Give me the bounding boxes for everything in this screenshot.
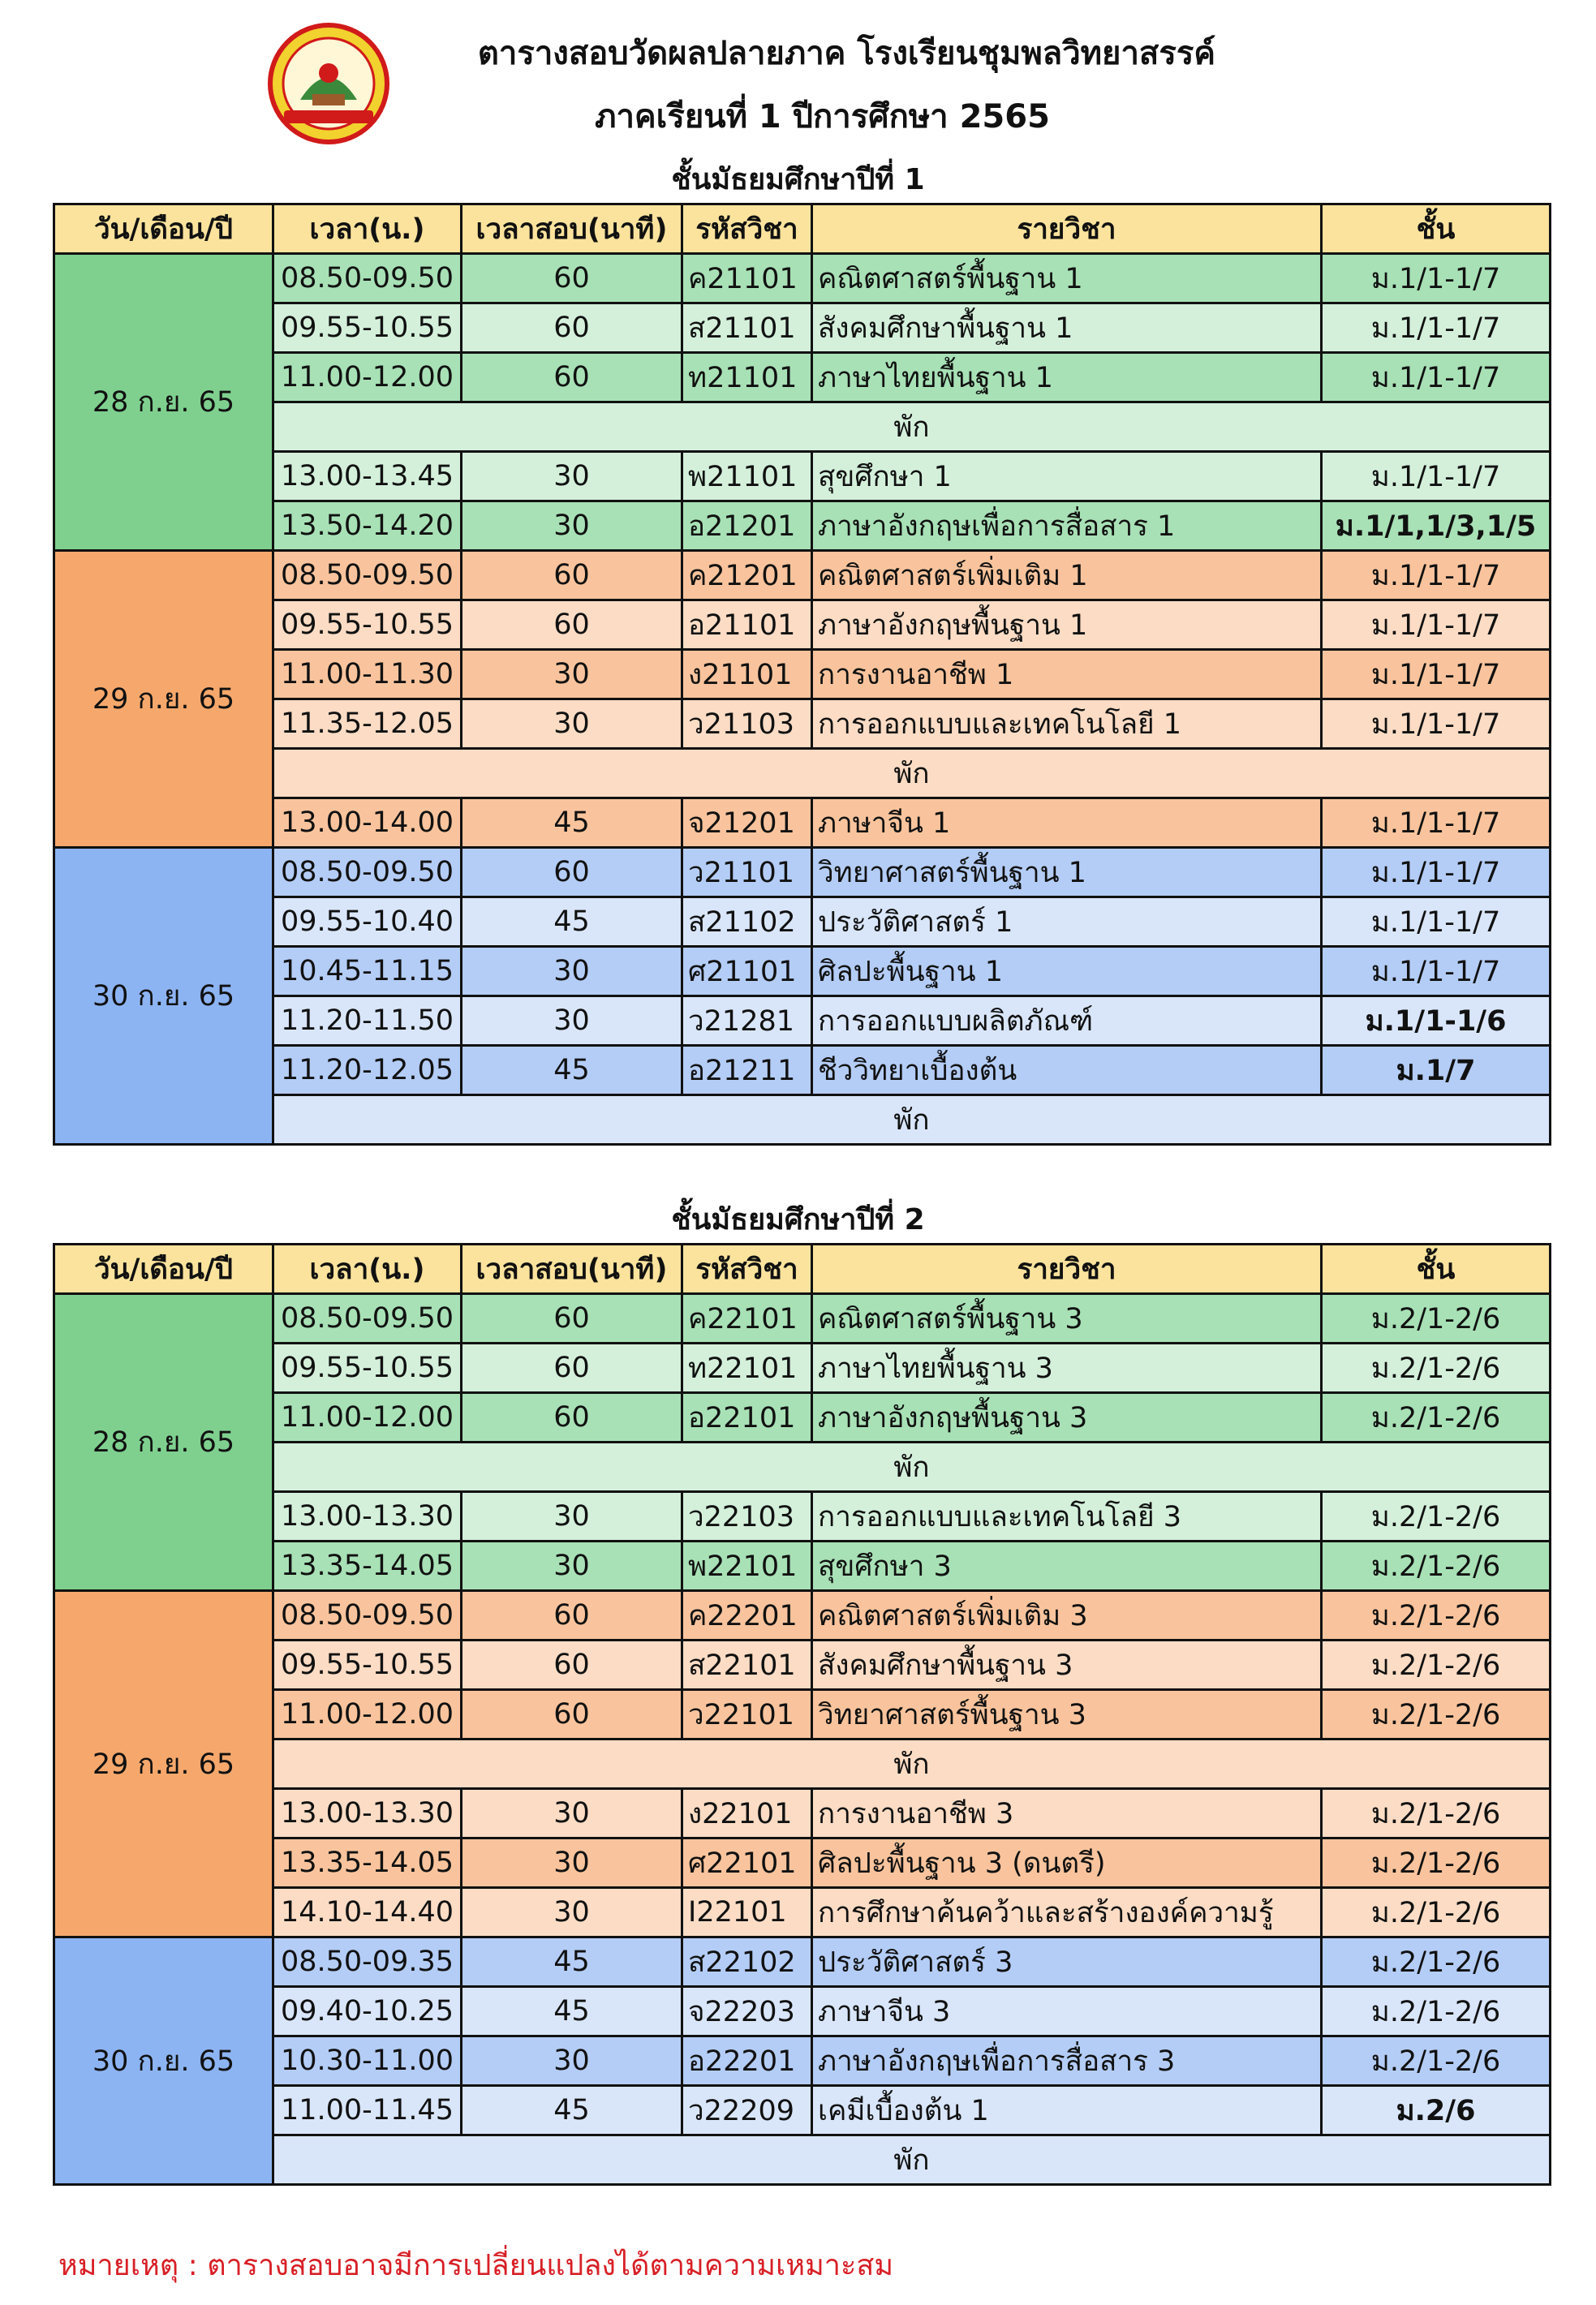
- exam-duration: 45: [462, 897, 682, 947]
- subject-code: ค22101: [682, 1294, 812, 1344]
- subject-code: ว22101: [682, 1690, 812, 1740]
- subject-name: การออกแบบผลิตภัณฑ์: [812, 996, 1322, 1046]
- class-level: ม.1/1-1/6: [1322, 996, 1551, 1046]
- class-level: ม.1/1-1/7: [1322, 303, 1551, 353]
- subject-code: ศ21101: [682, 947, 812, 996]
- table-row: [54, 1542, 1551, 1591]
- subject-code: ศ22101: [682, 1838, 812, 1888]
- table-row: [54, 1690, 1551, 1740]
- exam-duration: 45: [462, 798, 682, 848]
- exam-duration: 45: [462, 1937, 682, 1987]
- class-level: ม.1/1-1/7: [1322, 699, 1551, 749]
- exam-date: 28 ก.ย. 65: [54, 254, 273, 551]
- class-level: ม.2/1-2/6: [1322, 1641, 1551, 1690]
- class-level: ม.2/1-2/6: [1322, 1591, 1551, 1641]
- exam-duration: 45: [462, 1046, 682, 1095]
- class-level: ม.1/1-1/7: [1322, 947, 1551, 996]
- subject-code: ค21101: [682, 254, 812, 303]
- exam-time: 09.55-10.40: [273, 897, 462, 947]
- exam-duration: 30: [462, 452, 682, 501]
- table-row: [54, 254, 1551, 303]
- exam-time: 08.50-09.50: [273, 848, 462, 897]
- exam-date: 29 ก.ย. 65: [54, 551, 273, 848]
- exam-time: 11.00-12.00: [273, 1690, 462, 1740]
- exam-time: 09.55-10.55: [273, 303, 462, 353]
- subject-name: ประวัติศาสตร์ 3: [812, 1937, 1322, 1987]
- exam-time: 13.50-14.20: [273, 501, 462, 551]
- class-level: ม.2/1-2/6: [1322, 1937, 1551, 1987]
- subject-code: ว21103: [682, 699, 812, 749]
- table-row: [54, 897, 1551, 947]
- class-level: ม.2/1-2/6: [1322, 1294, 1551, 1344]
- exam-date: 29 ก.ย. 65: [54, 1591, 273, 1937]
- table-row: [54, 1937, 1551, 1987]
- class-level: ม.1/1-1/7: [1322, 353, 1551, 402]
- subject-name: การศึกษาค้นคว้าและสร้างองค์ความรู้: [812, 1888, 1322, 1937]
- column-header: ชั้น: [1322, 204, 1551, 254]
- subject-code: จ21201: [682, 798, 812, 848]
- subject-code: อ21201: [682, 501, 812, 551]
- table-row: [54, 1591, 1551, 1641]
- table-row: [54, 2036, 1551, 2086]
- section-title-m1: ชั้นมัธยมศึกษาปีที่ 1: [671, 163, 925, 196]
- subject-name: สังคมศึกษาพื้นฐาน 1: [812, 303, 1322, 353]
- exam-duration: 60: [462, 551, 682, 600]
- class-level: ม.1/1-1/7: [1322, 897, 1551, 947]
- exam-time: 11.00-12.00: [273, 1393, 462, 1443]
- exam-duration: 30: [462, 2036, 682, 2086]
- exam-time: 09.55-10.55: [273, 1641, 462, 1690]
- table-row: [54, 452, 1551, 501]
- exam-time: 08.50-09.50: [273, 254, 462, 303]
- table-row: [54, 1344, 1551, 1393]
- subject-code: ส21102: [682, 897, 812, 947]
- class-level: ม.2/1-2/6: [1322, 1888, 1551, 1937]
- subject-code: ง22101: [682, 1789, 812, 1838]
- subject-code: ว21101: [682, 848, 812, 897]
- break-row: [54, 749, 1551, 798]
- subject-code: ค22201: [682, 1591, 812, 1641]
- exam-duration: 30: [462, 1789, 682, 1838]
- exam-time: 14.10-14.40: [273, 1888, 462, 1937]
- table-row: [54, 353, 1551, 402]
- subject-name: สังคมศึกษาพื้นฐาน 3: [812, 1641, 1322, 1690]
- exam-time: 10.45-11.15: [273, 947, 462, 996]
- exam-time: 11.00-11.30: [273, 650, 462, 699]
- exam-time: 13.35-14.05: [273, 1542, 462, 1591]
- exam-duration: 60: [462, 303, 682, 353]
- class-level: ม.1/1-1/7: [1322, 600, 1551, 650]
- break-label: พัก: [273, 749, 1551, 798]
- exam-date: 30 ก.ย. 65: [54, 848, 273, 1145]
- subject-name: การออกแบบและเทคโนโลยี 3: [812, 1492, 1322, 1542]
- break-row: [54, 1095, 1551, 1145]
- subject-code: พ21101: [682, 452, 812, 501]
- exam-duration: 30: [462, 650, 682, 699]
- break-row: [54, 2135, 1551, 2185]
- page-title: ตารางสอบวัดผลปลายภาค โรงเรียนชุมพลวิทยาสรรค์: [477, 35, 1216, 72]
- exam-time: 11.00-11.45: [273, 2086, 462, 2135]
- exam-duration: 30: [462, 1838, 682, 1888]
- exam-duration: 60: [462, 1393, 682, 1443]
- exam-time: 13.00-14.00: [273, 798, 462, 848]
- class-level: ม.2/1-2/6: [1322, 1987, 1551, 2036]
- subject-code: ง21101: [682, 650, 812, 699]
- subject-name: คณิตศาสตร์เพิ่มเติม 1: [812, 551, 1322, 600]
- exam-duration: 30: [462, 947, 682, 996]
- subject-name: สุขศึกษา 1: [812, 452, 1322, 501]
- section-title-m2: ชั้นมัธยมศึกษาปีที่ 2: [671, 1203, 925, 1236]
- subject-name: ภาษาอังกฤษพื้นฐาน 3: [812, 1393, 1322, 1443]
- table-row: [54, 1838, 1551, 1888]
- subject-name: ชีววิทยาเบื้องต้น: [812, 1046, 1322, 1095]
- class-level: ม.2/1-2/6: [1322, 1492, 1551, 1542]
- class-level: ม.2/1-2/6: [1322, 1393, 1551, 1443]
- column-header: วัน/เดือน/ปี: [54, 1245, 273, 1294]
- table-row: [54, 699, 1551, 749]
- table-row: [54, 1046, 1551, 1095]
- subject-code: ส21101: [682, 303, 812, 353]
- class-level: ม.2/1-2/6: [1322, 1838, 1551, 1888]
- table-header-row: [54, 204, 1551, 254]
- table-row: [54, 650, 1551, 699]
- exam-duration: 60: [462, 1344, 682, 1393]
- subject-name: คณิตศาสตร์เพิ่มเติม 3: [812, 1591, 1322, 1641]
- exam-duration: 30: [462, 1888, 682, 1937]
- exam-time: 08.50-09.50: [273, 551, 462, 600]
- exam-table-m1: [53, 203, 1551, 1146]
- subject-name: ศิลปะพื้นฐาน 3 (ดนตรี): [812, 1838, 1322, 1888]
- exam-duration: 30: [462, 996, 682, 1046]
- subject-name: คณิตศาสตร์พื้นฐาน 3: [812, 1294, 1322, 1344]
- subject-name: การงานอาชีพ 1: [812, 650, 1322, 699]
- column-header: วัน/เดือน/ปี: [54, 204, 273, 254]
- class-level: ม.1/1-1/7: [1322, 452, 1551, 501]
- subject-name: ภาษาจีน 1: [812, 798, 1322, 848]
- subject-name: ศิลปะพื้นฐาน 1: [812, 947, 1322, 996]
- subject-name: การงานอาชีพ 3: [812, 1789, 1322, 1838]
- subject-name: ภาษาไทยพื้นฐาน 1: [812, 353, 1322, 402]
- break-label: พัก: [273, 2135, 1551, 2185]
- class-level: ม.1/7: [1322, 1046, 1551, 1095]
- class-level: ม.2/6: [1322, 2086, 1551, 2135]
- column-header: เวลา(น.): [273, 1245, 462, 1294]
- exam-duration: 45: [462, 2086, 682, 2135]
- table-row: [54, 501, 1551, 551]
- exam-duration: 45: [462, 1987, 682, 2036]
- exam-date: 28 ก.ย. 65: [54, 1294, 273, 1591]
- table-row: [54, 798, 1551, 848]
- subject-code: พ22101: [682, 1542, 812, 1591]
- table-row: [54, 303, 1551, 353]
- table-row: [54, 947, 1551, 996]
- exam-time: 13.00-13.45: [273, 452, 462, 501]
- class-level: ม.2/1-2/6: [1322, 1690, 1551, 1740]
- subject-code: ท22101: [682, 1344, 812, 1393]
- exam-time: 10.30-11.00: [273, 2036, 462, 2086]
- column-header: รายวิชา: [812, 1245, 1322, 1294]
- table-row: [54, 848, 1551, 897]
- class-level: ม.1/1-1/7: [1322, 848, 1551, 897]
- break-row: [54, 1443, 1551, 1492]
- exam-time: 08.50-09.50: [273, 1591, 462, 1641]
- table-row: [54, 2086, 1551, 2135]
- column-header: รหัสวิชา: [682, 204, 812, 254]
- subject-code: ส22101: [682, 1641, 812, 1690]
- column-header: รายวิชา: [812, 204, 1322, 254]
- class-level: ม.1/1,1/3,1/5: [1322, 501, 1551, 551]
- column-header: รหัสวิชา: [682, 1245, 812, 1294]
- subject-code: อ22201: [682, 2036, 812, 2086]
- subject-code: จ22203: [682, 1987, 812, 2036]
- class-level: ม.1/1-1/7: [1322, 798, 1551, 848]
- break-label: พัก: [273, 1740, 1551, 1789]
- subject-name: ภาษาอังกฤษเพื่อการสื่อสาร 3: [812, 2036, 1322, 2086]
- exam-duration: 30: [462, 1542, 682, 1591]
- page-subtitle: ภาคเรียนที่ 1 ปีการศึกษา 2565: [595, 98, 1050, 135]
- break-row: [54, 1740, 1551, 1789]
- exam-duration: 60: [462, 1641, 682, 1690]
- exam-time: 11.20-11.50: [273, 996, 462, 1046]
- exam-time: 11.35-12.05: [273, 699, 462, 749]
- subject-code: อ21211: [682, 1046, 812, 1095]
- table-header-row: [54, 1245, 1551, 1294]
- subject-code: ส22102: [682, 1937, 812, 1987]
- table-row: [54, 1987, 1551, 2036]
- exam-time: 08.50-09.35: [273, 1937, 462, 1987]
- subject-name: คณิตศาสตร์พื้นฐาน 1: [812, 254, 1322, 303]
- subject-name: ภาษาอังกฤษพื้นฐาน 1: [812, 600, 1322, 650]
- table-row: [54, 1641, 1551, 1690]
- exam-duration: 60: [462, 600, 682, 650]
- table-row: [54, 1888, 1551, 1937]
- class-level: ม.2/1-2/6: [1322, 1542, 1551, 1591]
- exam-time: 09.55-10.55: [273, 1344, 462, 1393]
- exam-time: 11.20-12.05: [273, 1046, 462, 1095]
- table-row: [54, 1393, 1551, 1443]
- subject-code: I22101: [682, 1888, 812, 1937]
- break-label: พัก: [273, 1443, 1551, 1492]
- exam-duration: 60: [462, 254, 682, 303]
- table-row: [54, 1789, 1551, 1838]
- subject-code: อ21101: [682, 600, 812, 650]
- table-row: [54, 1294, 1551, 1344]
- subject-name: ภาษาอังกฤษเพื่อการสื่อสาร 1: [812, 501, 1322, 551]
- exam-table-m2: [53, 1243, 1551, 2186]
- table-row: [54, 1492, 1551, 1542]
- subject-name: สุขศึกษา 3: [812, 1542, 1322, 1591]
- class-level: ม.2/1-2/6: [1322, 1789, 1551, 1838]
- column-header: เวลาสอบ(นาที): [462, 204, 682, 254]
- exam-duration: 60: [462, 848, 682, 897]
- exam-duration: 60: [462, 1294, 682, 1344]
- table-row: [54, 551, 1551, 600]
- break-label: พัก: [273, 402, 1551, 452]
- exam-time: 11.00-12.00: [273, 353, 462, 402]
- exam-time: 09.40-10.25: [273, 1987, 462, 2036]
- subject-code: ว22103: [682, 1492, 812, 1542]
- exam-time: 13.35-14.05: [273, 1838, 462, 1888]
- subject-name: ประวัติศาสตร์ 1: [812, 897, 1322, 947]
- footnote: หมายเหตุ : ตารางสอบอาจมีการเปลี่ยนแปลงได้ตามความเหมาะสม: [58, 2249, 894, 2282]
- exam-duration: 30: [462, 1492, 682, 1542]
- exam-time: 13.00-13.30: [273, 1789, 462, 1838]
- break-row: [54, 402, 1551, 452]
- column-header: เวลาสอบ(นาที): [462, 1245, 682, 1294]
- subject-name: การออกแบบและเทคโนโลยี 1: [812, 699, 1322, 749]
- exam-duration: 60: [462, 1690, 682, 1740]
- exam-date: 30 ก.ย. 65: [54, 1937, 273, 2185]
- subject-code: ค21201: [682, 551, 812, 600]
- subject-code: ว22209: [682, 2086, 812, 2135]
- subject-code: ท21101: [682, 353, 812, 402]
- subject-code: อ22101: [682, 1393, 812, 1443]
- subject-name: เคมีเบื้องต้น 1: [812, 2086, 1322, 2135]
- exam-duration: 60: [462, 1591, 682, 1641]
- class-level: ม.2/1-2/6: [1322, 1344, 1551, 1393]
- table-row: [54, 996, 1551, 1046]
- break-label: พัก: [273, 1095, 1551, 1145]
- subject-name: ภาษาจีน 3: [812, 1987, 1322, 2036]
- exam-duration: 60: [462, 353, 682, 402]
- class-level: ม.1/1-1/7: [1322, 551, 1551, 600]
- table-row: [54, 600, 1551, 650]
- column-header: ชั้น: [1322, 1245, 1551, 1294]
- class-level: ม.1/1-1/7: [1322, 650, 1551, 699]
- class-level: ม.1/1-1/7: [1322, 254, 1551, 303]
- subject-code: ว21281: [682, 996, 812, 1046]
- column-header: เวลา(น.): [273, 204, 462, 254]
- exam-duration: 30: [462, 501, 682, 551]
- subject-name: วิทยาศาสตร์พื้นฐาน 3: [812, 1690, 1322, 1740]
- exam-time: 08.50-09.50: [273, 1294, 462, 1344]
- subject-name: ภาษาไทยพื้นฐาน 3: [812, 1344, 1322, 1393]
- exam-duration: 30: [462, 699, 682, 749]
- class-level: ม.2/1-2/6: [1322, 2036, 1551, 2086]
- subject-name: วิทยาศาสตร์พื้นฐาน 1: [812, 848, 1322, 897]
- exam-time: 13.00-13.30: [273, 1492, 462, 1542]
- exam-time: 09.55-10.55: [273, 600, 462, 650]
